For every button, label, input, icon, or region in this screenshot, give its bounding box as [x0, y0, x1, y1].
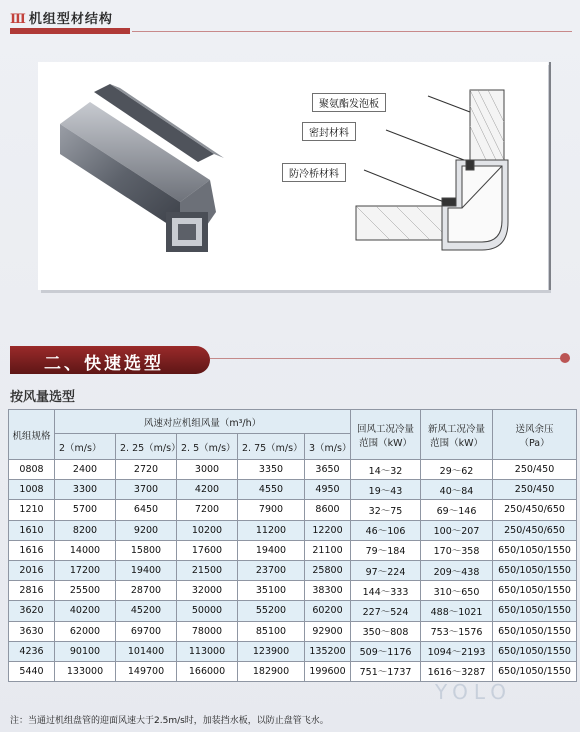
- cell-spec: 5440: [9, 661, 55, 681]
- cell-v1: 8200: [55, 520, 116, 540]
- cell-spec: 1616: [9, 540, 55, 560]
- cell-v3: 7200: [177, 500, 238, 520]
- cell-spec: 4236: [9, 641, 55, 661]
- cell-v4: 7900: [238, 500, 305, 520]
- cell-v1: 5700: [55, 500, 116, 520]
- footnote: 注：当通过机组盘管的迎面风速大于2.5m/s时，加装挡水板，以防止盘管飞水。: [10, 716, 329, 726]
- cell-spec: 2016: [9, 560, 55, 580]
- cell-pa: 650/1050/1550: [493, 621, 577, 641]
- cell-fresh: 1616～3287: [421, 661, 493, 681]
- cell-pa: 650/1050/1550: [493, 641, 577, 661]
- table-row: [9, 460, 577, 480]
- structure-panel: [38, 62, 548, 290]
- cell-v2: 3700: [116, 480, 177, 500]
- header-rule: [10, 28, 130, 34]
- cell-spec: 3630: [9, 621, 55, 641]
- cell-fresh: 1094～2193: [421, 641, 493, 661]
- section-banner: [10, 346, 210, 374]
- cell-ret: 751～1737: [351, 661, 421, 681]
- cell-v4: 23700: [238, 560, 305, 580]
- cell-v2: 9200: [116, 520, 177, 540]
- cell-fresh: 310～650: [421, 581, 493, 601]
- header-return-capacity: 回风工况冷量 范围（kW）: [351, 410, 421, 460]
- cell-v5: 25800: [305, 560, 351, 580]
- cell-fresh: 488～1021: [421, 601, 493, 621]
- cell-ret: 32～75: [351, 500, 421, 520]
- banner-rule: [210, 358, 570, 359]
- cell-v1: 62000: [55, 621, 116, 641]
- cell-v4: 35100: [238, 581, 305, 601]
- table-row: [9, 641, 577, 661]
- cell-v3: 113000: [177, 641, 238, 661]
- cell-v3: 166000: [177, 661, 238, 681]
- cell-ret: 509～1176: [351, 641, 421, 661]
- header-speed-2: 2. 25（m/s）: [116, 434, 177, 460]
- cell-v4: 3350: [238, 460, 305, 480]
- cell-v4: 19400: [238, 540, 305, 560]
- cell-v2: 69700: [116, 621, 177, 641]
- cell-v5: 60200: [305, 601, 351, 621]
- cell-ret: 144～333: [351, 581, 421, 601]
- cell-pa: 650/1050/1550: [493, 560, 577, 580]
- cell-spec: 1210: [9, 500, 55, 520]
- cell-v5: 21100: [305, 540, 351, 560]
- cell-v1: 17200: [55, 560, 116, 580]
- cell-v1: 133000: [55, 661, 116, 681]
- cell-pa: 650/1050/1550: [493, 581, 577, 601]
- cell-pa: 650/1050/1550: [493, 661, 577, 681]
- cell-v2: 2720: [116, 460, 177, 480]
- cell-pa: 250/450/650: [493, 520, 577, 540]
- cell-v3: 4200: [177, 480, 238, 500]
- roman-numeral: Ⅲ: [10, 12, 27, 27]
- cell-v3: 17600: [177, 540, 238, 560]
- banner-dot: [560, 353, 570, 363]
- header-speed-3: 2. 5（m/s）: [177, 434, 238, 460]
- header-speed-1: 2（m/s）: [55, 434, 116, 460]
- cell-v5: 135200: [305, 641, 351, 661]
- cell-v3: 50000: [177, 601, 238, 621]
- cell-v3: 10200: [177, 520, 238, 540]
- cell-pa: 250/450: [493, 480, 577, 500]
- cell-v4: 4550: [238, 480, 305, 500]
- cell-fresh: 29～62: [421, 460, 493, 480]
- cell-v3: 78000: [177, 621, 238, 641]
- cell-v3: 32000: [177, 581, 238, 601]
- cell-v5: 199600: [305, 661, 351, 681]
- cell-ret: 97～224: [351, 560, 421, 580]
- callout-thermal-break: 防冷桥材料: [282, 163, 346, 182]
- header-spec: 机组规格: [9, 410, 55, 460]
- cell-pa: 650/1050/1550: [493, 601, 577, 621]
- header-speed-5: 3（m/s）: [305, 434, 351, 460]
- selection-subheading: 按风量选型: [10, 390, 76, 405]
- cell-v4: 55200: [238, 601, 305, 621]
- cell-ret: 227～524: [351, 601, 421, 621]
- table-row: [9, 480, 577, 500]
- table-row: [9, 560, 577, 580]
- cell-pa: 650/1050/1550: [493, 540, 577, 560]
- cell-fresh: 170～358: [421, 540, 493, 560]
- cell-ret: 19～43: [351, 480, 421, 500]
- cell-v2: 45200: [116, 601, 177, 621]
- cell-v1: 90100: [55, 641, 116, 661]
- table-row: [9, 621, 577, 641]
- cell-spec: 2816: [9, 581, 55, 601]
- cell-spec: 1008: [9, 480, 55, 500]
- cell-ret: 79～184: [351, 540, 421, 560]
- watermark-logo: YOLO: [435, 680, 513, 704]
- cell-v2: 28700: [116, 581, 177, 601]
- cell-v5: 8600: [305, 500, 351, 520]
- cell-v2: 149700: [116, 661, 177, 681]
- cell-v4: 85100: [238, 621, 305, 641]
- cell-v2: 19400: [116, 560, 177, 580]
- cell-spec: 1610: [9, 520, 55, 540]
- cell-v5: 3650: [305, 460, 351, 480]
- cell-v5: 38300: [305, 581, 351, 601]
- cell-pa: 250/450: [493, 460, 577, 480]
- cell-v1: 40200: [55, 601, 116, 621]
- cross-section-drawing: [356, 90, 508, 250]
- cell-v5: 12200: [305, 520, 351, 540]
- cell-v1: 3300: [55, 480, 116, 500]
- cell-fresh: 753～1576: [421, 621, 493, 641]
- header-static-pressure: 送风余压 （Pa）: [493, 410, 577, 460]
- aluminium-profile: [60, 84, 224, 252]
- cell-v4: 182900: [238, 661, 305, 681]
- table-row: [9, 601, 577, 621]
- cell-fresh: 69～146: [421, 500, 493, 520]
- cell-v5: 4950: [305, 480, 351, 500]
- cell-v4: 123900: [238, 641, 305, 661]
- panel-edge: [549, 62, 551, 290]
- callout-seal-material: 密封材料: [302, 122, 356, 141]
- callout-foam-board: 聚氨酯发泡板: [312, 93, 386, 112]
- header-fresh-capacity: 新风工况冷量 范围（kW）: [421, 410, 493, 460]
- header-airflow-group: 风速对应机组风量（m³/h）: [55, 410, 351, 434]
- cell-ret: 350～808: [351, 621, 421, 641]
- cell-v2: 6450: [116, 500, 177, 520]
- cell-pa: 250/450/650: [493, 500, 577, 520]
- section-title-text: 机组型材结构: [28, 12, 113, 27]
- table-row: [9, 500, 577, 520]
- cell-fresh: 100～207: [421, 520, 493, 540]
- cell-fresh: 40～84: [421, 480, 493, 500]
- banner-title: 二、快速选型: [44, 354, 164, 374]
- header-speed-4: 2. 75（m/s）: [238, 434, 305, 460]
- table-row: [9, 661, 577, 681]
- cell-v2: 15800: [116, 540, 177, 560]
- cell-v3: 21500: [177, 560, 238, 580]
- cell-spec: 0808: [9, 460, 55, 480]
- cell-v5: 92900: [305, 621, 351, 641]
- table-row: [9, 520, 577, 540]
- cell-v1: 2400: [55, 460, 116, 480]
- table-row: [9, 540, 577, 560]
- cell-v2: 101400: [116, 641, 177, 661]
- cell-v1: 14000: [55, 540, 116, 560]
- table-row: [9, 581, 577, 601]
- cell-v1: 25500: [55, 581, 116, 601]
- cell-ret: 14～32: [351, 460, 421, 480]
- section-header: [10, 8, 570, 27]
- cell-v3: 3000: [177, 460, 238, 480]
- cell-ret: 46～106: [351, 520, 421, 540]
- cell-v4: 11200: [238, 520, 305, 540]
- table-body: [9, 460, 577, 682]
- cell-spec: 3620: [9, 601, 55, 621]
- cell-fresh: 209～438: [421, 560, 493, 580]
- selection-table: [8, 409, 577, 682]
- section-title: [10, 8, 570, 27]
